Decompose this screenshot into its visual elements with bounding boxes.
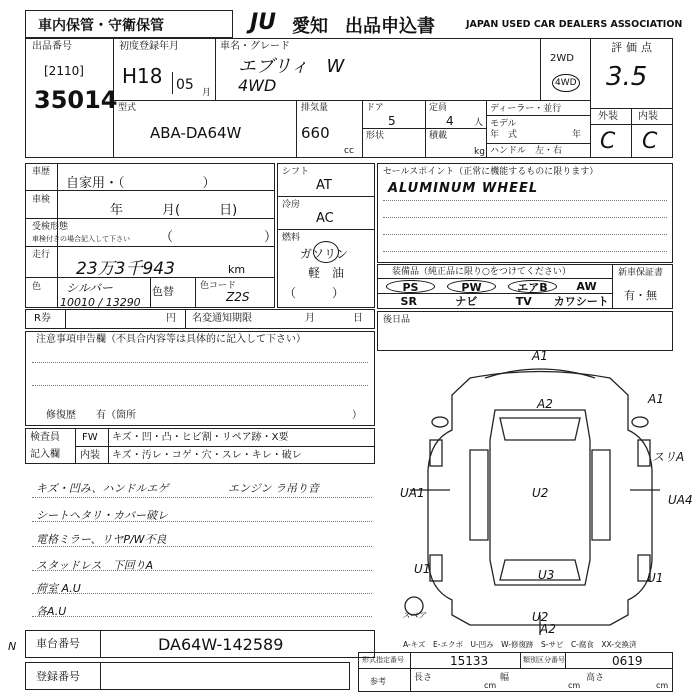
org-name: 愛知 xyxy=(292,16,328,37)
repair-history: 修復歴 有（箇所 xyxy=(46,410,136,421)
association-name: JAPAN USED CAR DEALERS ASSOCIATION xyxy=(466,19,683,30)
color-label: 色 xyxy=(32,282,42,292)
sheet-title: 出品申込書 xyxy=(345,16,435,37)
equipment-label: 装備品（純正品に限り○をつけてください） xyxy=(392,267,571,277)
year-unit: 年 xyxy=(572,130,582,140)
history-label: 車歴 xyxy=(32,167,51,177)
damage-mark: UA4 xyxy=(668,493,693,507)
new-car-warranty-label: 新車保証書 xyxy=(618,268,664,278)
lot-label: 出品番号 xyxy=(32,41,72,52)
damage-mark: スリA xyxy=(652,450,685,464)
retrofit-label: 後日品 xyxy=(383,315,411,325)
selling-points-text: ALUMINUM WHEEL xyxy=(388,181,539,196)
inspector-note-line: 荷室 A.U xyxy=(36,582,81,595)
equipment-item: PW xyxy=(447,280,496,293)
shift-value: AT xyxy=(316,178,332,193)
inspector-note-line: エンジン ラ吊り音 xyxy=(228,482,319,495)
month-unit: 月 xyxy=(202,88,212,98)
inspection-value: 年 月( 日) xyxy=(110,203,238,218)
inspector-note-line: シートヘタリ・カバー破レ xyxy=(36,509,168,522)
handle-label: ハンドル 左・右 xyxy=(490,146,563,156)
capacity-unit: 人 xyxy=(474,118,484,128)
equipment-item: エアB xyxy=(508,280,557,293)
cooling-value: AC xyxy=(316,211,334,226)
damage-mark: UA1 xyxy=(400,486,425,500)
recycle-amount: 10010 / 13290 xyxy=(60,296,141,309)
repair-close: ） xyxy=(352,410,362,421)
damage-mark: A2 xyxy=(537,397,553,411)
fuel-label: 燃料 xyxy=(282,233,301,243)
class-label: 類別区分番号 xyxy=(523,656,565,664)
height-unit: cm xyxy=(656,681,669,690)
score-label: 評価点 xyxy=(611,41,656,54)
equipment-row-2 xyxy=(380,295,610,308)
cert-value: 15133 xyxy=(450,654,489,668)
recycle-label: R券 xyxy=(34,313,51,324)
damage-mark: U2 xyxy=(532,486,549,500)
dealer-label: ディーラー・並行 xyxy=(490,104,562,114)
doors-value: 5 xyxy=(388,114,396,128)
interior-label: 内装 xyxy=(638,111,658,122)
exterior-label: 外装 xyxy=(598,111,618,122)
load-label: 積載 xyxy=(429,131,448,141)
damage-mark: U1 xyxy=(647,571,664,585)
damage-mark: A1 xyxy=(648,392,664,406)
retrofit-block xyxy=(377,311,673,351)
color-value: シルバー xyxy=(66,281,113,295)
fuel-diesel: 軽 油 xyxy=(308,266,345,280)
inspector-note-line: キズ・凹み、ハンドルエゲ xyxy=(36,482,169,495)
drive-4wd: 4WD xyxy=(552,74,580,92)
registration-label: 初度登録年月 xyxy=(119,41,179,52)
mileage-unit: km xyxy=(228,263,246,276)
model-name: エブリィ W xyxy=(238,56,345,77)
receive-value: （ ） xyxy=(160,230,278,245)
inspection-label: 車検 xyxy=(32,195,51,205)
top-block xyxy=(25,38,673,158)
ju-logo: JU xyxy=(250,10,277,35)
registration-year: H18 xyxy=(122,64,163,88)
mileage-value: 23万3千943 xyxy=(76,259,175,279)
score-value: 3.5 xyxy=(606,62,648,92)
shape-label: 形状 xyxy=(366,131,385,141)
length-label: 長さ xyxy=(414,673,433,683)
exterior-grade: C xyxy=(600,129,616,154)
margin-mark: N xyxy=(8,640,17,653)
inspector-note-line: 各A.U xyxy=(36,605,67,618)
chassis-value: DA64W-142589 xyxy=(158,635,284,654)
displacement-label: 排気量 xyxy=(301,103,329,113)
registration-month: 05 xyxy=(176,77,194,93)
displacement-unit: cc xyxy=(344,146,354,156)
equipment-item: AW xyxy=(576,280,597,293)
cooling-label: 冷房 xyxy=(282,200,301,210)
rental-day: 日 xyxy=(353,313,363,324)
inspector-row1-head: FW xyxy=(82,432,98,443)
recycle-unit: 円 xyxy=(166,313,176,324)
damage-mark: A1 xyxy=(532,349,548,363)
equipment-item: ナビ xyxy=(455,295,478,308)
equipment-row-1 xyxy=(380,280,610,293)
rental-month: 月 xyxy=(305,313,315,324)
damage-mark: スペア xyxy=(402,611,426,620)
receive-note: 車検付きの場合記入して下さい xyxy=(32,235,130,243)
interior-grade: C xyxy=(642,129,658,154)
selling-points-label: セールスポイント（正常に機能するものに限ります） xyxy=(383,167,599,177)
model-grade: 4WD xyxy=(238,76,277,95)
equipment-item: PS xyxy=(386,280,435,293)
rental-expiry-label: 名変通知期限 xyxy=(192,313,252,324)
fuel-circle xyxy=(313,241,339,263)
inspector-row2: キズ・汚レ・コゲ・穴・スレ・キレ・破レ xyxy=(112,450,302,461)
equipment-item: SR xyxy=(400,295,417,308)
fuel-paren: （ ） xyxy=(284,286,345,300)
doors-label: ドア xyxy=(366,103,384,113)
damage-mark: U2 xyxy=(532,610,549,624)
inspector-row2-head: 内装 xyxy=(80,450,100,461)
load-unit: kg xyxy=(474,147,485,157)
inspector-label-1: 検査員 xyxy=(30,432,60,443)
cert-ref: 参考 xyxy=(370,677,386,686)
fuel-gasoline: ガソリン xyxy=(300,247,349,261)
registration-number-label: 登録番号 xyxy=(36,670,80,683)
inspector-row1: キズ・凹・凸・ヒビ割・リペア跡・X要 xyxy=(112,432,289,443)
model-label: 車名・グレード xyxy=(220,41,290,52)
damage-mark: U1 xyxy=(414,562,431,576)
equipment-item: カワシート xyxy=(553,295,609,308)
model-year-label2: 年 式 xyxy=(490,130,518,140)
damage-mark: A2 xyxy=(540,622,556,636)
color-code: Z2S xyxy=(226,290,250,304)
new-car-warranty-value: 有・無 xyxy=(624,289,657,302)
inspector-note-line: 電格ミラー、リヤP/W不良 xyxy=(36,533,167,546)
displacement-value: 660 xyxy=(301,124,330,142)
history-value: 自家用・（ ） xyxy=(66,176,216,191)
model-year-label: モデル xyxy=(490,119,517,129)
width-label: 幅 xyxy=(500,673,510,683)
length-unit: cm xyxy=(484,681,497,690)
storage-label: 車内保管・守衛保管 xyxy=(38,18,164,34)
equipment-item: TV xyxy=(515,295,532,308)
cert-label: 形式指定番号 xyxy=(362,656,404,664)
drive-2wd: 2WD xyxy=(550,53,574,64)
class-value: 0619 xyxy=(612,654,643,668)
capacity-value: 4 xyxy=(446,114,454,128)
selling-points-block xyxy=(377,163,673,263)
type-label: 型式 xyxy=(118,103,137,113)
capacity-label: 定員 xyxy=(429,103,448,113)
receive-label: 受検形態 xyxy=(32,222,69,232)
inspector-label-2: 記入欄 xyxy=(30,449,60,460)
color-code-label: 色コード xyxy=(200,281,237,291)
lot-sub: [2110] xyxy=(44,64,84,78)
damage-legend: A-キズ E-エクボ U-凹み W-修復跡 S-サビ C-腐食 XX-交換済 xyxy=(403,640,637,649)
lot-number: 35014 xyxy=(34,86,118,114)
damage-mark: U3 xyxy=(538,568,555,582)
width-unit: cm xyxy=(568,681,581,690)
height-label: 高さ xyxy=(586,673,605,683)
mileage-label: 走行 xyxy=(32,250,51,260)
notes-label: 注意事項申告欄（不具合内容等は具体的に記入して下さい） xyxy=(36,334,306,345)
inspector-note-line: スタッドレス 下回りA xyxy=(36,559,154,572)
shift-label: シフト xyxy=(282,167,310,177)
type-value: ABA-DA64W xyxy=(150,124,242,142)
chassis-label: 車台番号 xyxy=(36,637,80,650)
repaint-label: 色替 xyxy=(152,285,174,298)
